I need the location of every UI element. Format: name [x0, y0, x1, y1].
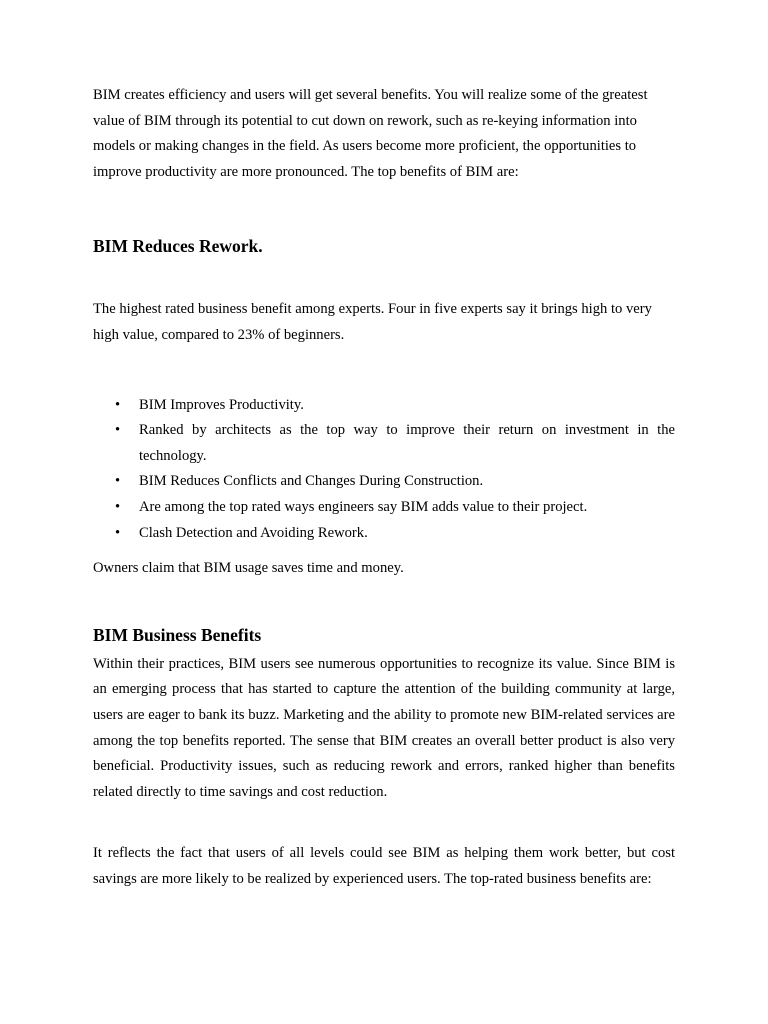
bullet-icon: • [115, 422, 121, 439]
list-item [93, 418, 675, 469]
document-page [93, 83, 675, 892]
owners-paragraph: Owners claim that BIM usage saves time and money. [93, 560, 404, 577]
list-item-text: Are among the top rated ways engineers say BIM adds value to their project. [139, 498, 588, 515]
rework-paragraph: The highest rated business benefit among experts. Four in five experts say it brings high to very high value, compared to 23% of beginners. [93, 301, 652, 343]
bullet-icon: • [115, 498, 121, 515]
list-item [93, 469, 675, 495]
benefits-bullet-list [93, 393, 675, 547]
bullet-icon: • [115, 473, 121, 490]
heading-bim-reduces-rework: BIM Reduces Rework. [93, 236, 263, 257]
list-item [93, 521, 675, 547]
heading-bim-business-benefits: BIM Business Benefits [93, 624, 262, 645]
list-item [93, 495, 675, 521]
list-item-text: Clash Detection and Avoiding Rework. [139, 524, 368, 541]
bullet-icon: • [115, 396, 121, 413]
business-paragraph: Within their practices, BIM users see numerous opportunities to recognize its value. Since BIM is an emerging process that has started to capture the attention of the building community at large, users are eager to bank its buzz. Marketing and the ability to promote new BIM-related services are among the top benefits reported. The sense that BIM creates an overall better product is also very beneficial. Productivity issues, such as reducing rework and errors, ranked higher than benefits related directly to time savings and cost reduction. [93, 655, 675, 800]
list-item [93, 393, 675, 419]
reflects-paragraph: It reflects the fact that users of all levels could see BIM as helping them work better, but cost savings are more likely to be realized by experienced users. The top-rated business benefits are: [93, 845, 675, 887]
list-item-text: BIM Improves Productivity. [139, 396, 304, 413]
list-item-text: Ranked by architects as the top way to improve their return on investment in the technology. [139, 422, 675, 464]
intro-paragraph: BIM creates efficiency and users will get several benefits. You will realize some of the greatest value of BIM through its potential to cut down on rework, such as re-keying information into models or making changes in the field. As users become more proficient, the opportunities to improve productivity are more pronounced. The top benefits of BIM are: [93, 87, 648, 180]
list-item-text: BIM Reduces Conflicts and Changes During Construction. [139, 473, 484, 490]
bullet-icon: • [115, 524, 121, 541]
